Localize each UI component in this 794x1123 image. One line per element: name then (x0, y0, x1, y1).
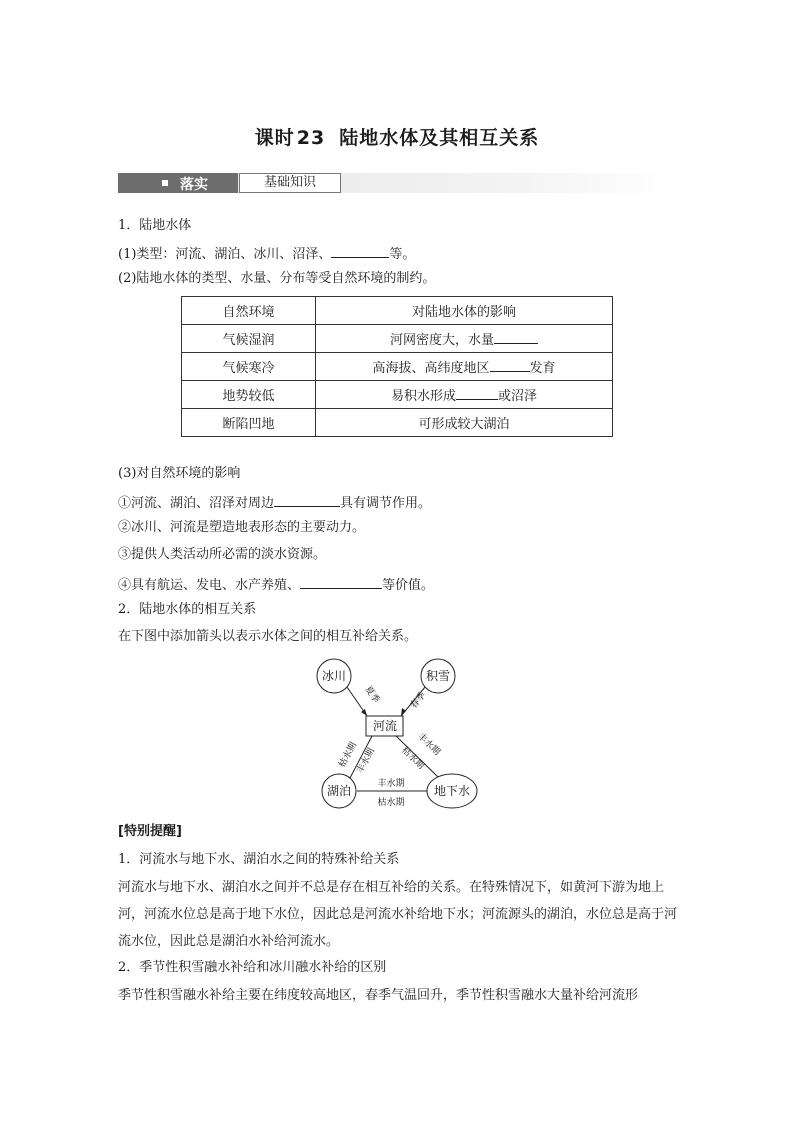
impact-item-4: ④具有航运、发电、水产养殖、 等价值。 (118, 574, 434, 595)
environment-table (181, 296, 613, 437)
answer-blank (456, 385, 498, 400)
snow-label: 积雪 (425, 669, 451, 683)
groundwater-label: 地下水 (433, 784, 471, 798)
lake-wet-label: 丰水期 (355, 746, 377, 776)
answer-blank (490, 357, 530, 372)
impact-heading: (3)对自然环境的影响 (118, 466, 241, 481)
groundwater-dry-label: 枯水期 (399, 745, 426, 772)
banner-tab (118, 173, 238, 193)
reminder-paragraph-1: 河流水与地下水、湖泊水之间并不总是存在相互补给的关系。在特殊情况下，如黄河下游为地上河，河流水位总是高于地下水位，因此总是河流水补给地下水；河流源头的湖泊，水位总是高于河流水位，因此总是湖泊水补给河流水。 (118, 880, 678, 949)
impact-item-1: ①河流、湖泊、沼泽对周边 具有调节作用。 (118, 492, 431, 513)
table-cell-effect: 易积水形成 或沼泽 (316, 381, 613, 409)
snow-arrow-icon (401, 708, 406, 716)
types-text: (1)类型：河流、湖泊、冰川、沼泽、 (118, 247, 332, 262)
banner-tab-label: 落实 (180, 177, 208, 193)
answer-blank (331, 243, 389, 258)
table-cell-effect: 河网密度大，水量 (316, 325, 613, 353)
glacier-arrow-icon (361, 709, 367, 716)
table-cell-env: 气候寒冷 (182, 353, 316, 381)
table-cell-effect: 可形成较大湖泊 (316, 409, 613, 437)
section-banner (118, 173, 676, 193)
table-header-cell: 对陆地水体的影响 (316, 297, 613, 325)
reminder-label: [特别提醒] (118, 824, 182, 839)
table-cell-effect: 高海拔、高纬度地区 发育 (316, 353, 613, 381)
table-row (182, 381, 613, 409)
constraint-line: (2)陆地水体的类型、水量、分布等受自然环境的制约。 (118, 271, 436, 286)
types-suffix: 等。 (389, 247, 416, 262)
answer-blank (300, 574, 382, 589)
banner-box-label: 基础知识 (239, 173, 341, 193)
groundwater-wet-label: 丰水期 (415, 731, 442, 758)
section-2-heading: 2．陆地水体的相互关系 (118, 602, 257, 617)
spring-label: 春季 (408, 690, 429, 711)
table-header-row (182, 297, 613, 325)
summer-label: 夏季 (362, 684, 381, 706)
bottom-dry-label: 枯水期 (377, 798, 405, 808)
impact-item-2: ②冰川、河流是塑造地表形态的主要动力。 (118, 520, 366, 535)
table-row (182, 409, 613, 437)
title-prefix: 课时 (254, 127, 295, 149)
lake-label: 湖泊 (326, 784, 352, 798)
types-line (118, 243, 415, 264)
diagram-instruction: 在下图中添加箭头以表示水体之间的相互补给关系。 (118, 629, 418, 644)
table-cell-env: 断陷凹地 (182, 409, 316, 437)
title-number: 23 (296, 127, 326, 149)
glacier-label: 冰川 (321, 669, 347, 683)
reminder-heading-2: 2．季节性积雪融水补给和冰川融水补给的区别 (118, 960, 387, 975)
river-label: 河流 (372, 719, 398, 733)
reminder-paragraph-2: 季节性积雪融水补给主要在纬度较高地区，春季气温回升，季节性积雪融水大量补给河流形 (118, 988, 639, 1003)
table-row (182, 325, 613, 353)
lake-dry-label: 枯水期 (337, 740, 359, 770)
page-title (0, 123, 794, 150)
answer-blank (274, 492, 340, 507)
title-text: 陆地水体及其相互关系 (339, 127, 540, 149)
section-1-heading: 1．陆地水体 (118, 218, 192, 233)
reminder-heading-1: 1．河流水与地下水、湖泊水之间的特殊补给关系 (118, 852, 400, 867)
water-supply-diagram (300, 650, 500, 810)
answer-blank (494, 329, 538, 344)
table-cell-env: 气候湿润 (182, 325, 316, 353)
table-cell-env: 地势较低 (182, 381, 316, 409)
square-bullet-icon (162, 180, 168, 186)
bottom-wet-label: 丰水期 (377, 779, 405, 789)
table-header-cell: 自然环境 (182, 297, 316, 325)
impact-item-3: ③提供人类活动所必需的淡水资源。 (118, 547, 327, 562)
table-row (182, 353, 613, 381)
